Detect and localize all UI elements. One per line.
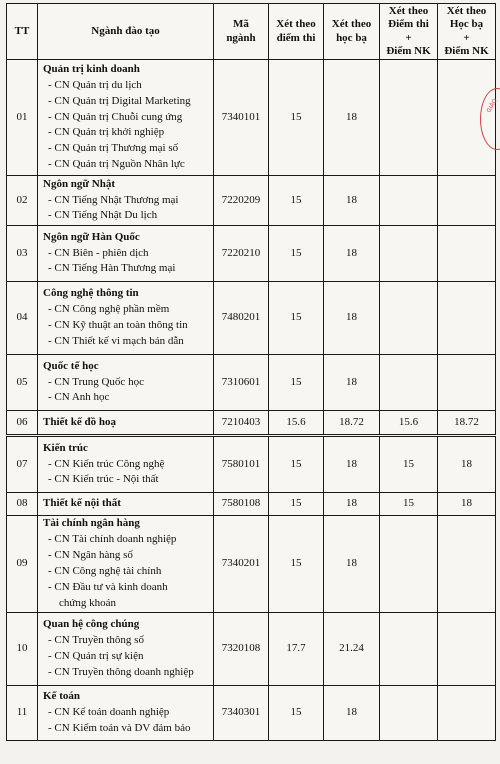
cell-transcript-nk bbox=[438, 612, 496, 685]
table-row bbox=[7, 493, 496, 516]
cell-exam-nk bbox=[380, 685, 438, 740]
cell-transcript: 18 bbox=[324, 282, 380, 355]
cell-exam: 15 bbox=[269, 437, 324, 493]
cell-exam-nk bbox=[380, 60, 438, 176]
cell-transcript: 18 bbox=[324, 685, 380, 740]
cell-transcript-nk: 18 bbox=[438, 437, 496, 493]
cell-transcript: 18 bbox=[324, 493, 380, 516]
specialization: - CN Biên - phiên dịch bbox=[48, 246, 149, 259]
header-program: Ngành đào tạo bbox=[38, 4, 214, 60]
table-row bbox=[7, 437, 496, 493]
specialization: chứng khoán bbox=[59, 596, 116, 609]
cell-exam: 15 bbox=[269, 355, 324, 411]
cell-tt: 02 bbox=[7, 176, 38, 226]
specialization: - CN Anh học bbox=[48, 391, 110, 404]
cell-tt: 06 bbox=[7, 411, 38, 435]
table-body-top bbox=[7, 60, 496, 435]
cell-program bbox=[38, 226, 214, 282]
specialization: - CN Tài chính doanh nghiệp bbox=[48, 532, 177, 545]
specialization: - CN Ngân hàng số bbox=[48, 548, 133, 561]
cell-transcript-nk bbox=[438, 226, 496, 282]
program-name: Quốc tế học bbox=[43, 359, 99, 372]
cell-code: 7220210 bbox=[214, 226, 269, 282]
cell-exam-nk bbox=[380, 226, 438, 282]
cell-program bbox=[38, 685, 214, 740]
specialization: - CN Quản trị sự kiện bbox=[48, 649, 144, 662]
cell-exam: 15 bbox=[269, 685, 324, 740]
header-exam: Xét theo điểm thi bbox=[269, 4, 324, 60]
cell-program bbox=[38, 282, 214, 355]
cell-transcript-nk bbox=[438, 685, 496, 740]
cell-exam-nk bbox=[380, 516, 438, 613]
program-name: Ngôn ngữ Nhật bbox=[43, 177, 116, 190]
cell-exam-nk bbox=[380, 176, 438, 226]
specialization: - CN Công nghệ phần mềm bbox=[48, 303, 170, 316]
program-name: Kế toán bbox=[43, 689, 80, 702]
table-row bbox=[7, 226, 496, 282]
cell-transcript: 18 bbox=[324, 516, 380, 613]
cell-exam: 15 bbox=[269, 493, 324, 516]
program-name: Thiết kế đồ hoạ bbox=[43, 415, 117, 428]
cell-tt: 08 bbox=[7, 493, 38, 516]
cell-program bbox=[38, 176, 214, 226]
table-row bbox=[7, 685, 496, 740]
cell-transcript-nk: 18 bbox=[438, 493, 496, 516]
cell-code: 7310601 bbox=[214, 355, 269, 411]
cell-transcript-nk bbox=[438, 516, 496, 613]
header-exam-nk: Xét theo Điểm thi + Điểm NK bbox=[380, 4, 438, 60]
specialization: - CN Kế toán doanh nghiệp bbox=[48, 705, 170, 718]
specialization: - CN Quản trị khởi nghiệp bbox=[48, 126, 165, 139]
cell-transcript: 18 bbox=[324, 437, 380, 493]
cell-exam: 15 bbox=[269, 176, 324, 226]
admission-table-bottom bbox=[6, 436, 496, 741]
cell-tt: 04 bbox=[7, 282, 38, 355]
cell-transcript: 21.24 bbox=[324, 612, 380, 685]
specialization: - CN Quản trị du lịch bbox=[48, 78, 142, 91]
specialization: - CN Công nghệ tài chính bbox=[48, 564, 162, 577]
program-name: Thiết kế nội thất bbox=[43, 497, 121, 510]
cell-tt: 07 bbox=[7, 437, 38, 493]
specialization: - CN Quản trị Nguồn Nhân lực bbox=[48, 158, 185, 171]
cell-transcript-nk bbox=[438, 176, 496, 226]
table-row bbox=[7, 355, 496, 411]
cell-program bbox=[38, 612, 214, 685]
specialization: - CN Tiếng Nhật Du lịch bbox=[48, 209, 158, 222]
program-name: Công nghệ thông tin bbox=[43, 287, 139, 300]
specialization: - CN Quản trị Chuỗi cung ứng bbox=[48, 110, 183, 123]
red-seal-stamp: GIÁO bbox=[480, 88, 500, 150]
cell-transcript: 18 bbox=[324, 226, 380, 282]
cell-transcript: 18 bbox=[324, 176, 380, 226]
cell-code: 7210403 bbox=[214, 411, 269, 435]
cell-program bbox=[38, 411, 214, 435]
cell-transcript: 18 bbox=[324, 355, 380, 411]
cell-program bbox=[38, 437, 214, 493]
cell-exam-nk: 15 bbox=[380, 493, 438, 516]
cell-code: 7320108 bbox=[214, 612, 269, 685]
specialization: - CN Trung Quốc học bbox=[48, 375, 144, 388]
specialization: - CN Truyền thông doanh nghiệp bbox=[48, 665, 194, 678]
cell-program bbox=[38, 493, 214, 516]
cell-program bbox=[38, 355, 214, 411]
specialization: - CN Đầu tư và kinh doanh bbox=[48, 580, 168, 593]
cell-exam-nk bbox=[380, 355, 438, 411]
cell-exam-nk bbox=[380, 282, 438, 355]
cell-exam-nk bbox=[380, 612, 438, 685]
specialization: - CN Tiếng Nhật Thương mại bbox=[48, 193, 179, 206]
cell-tt: 11 bbox=[7, 685, 38, 740]
cell-transcript-nk bbox=[438, 355, 496, 411]
table-row bbox=[7, 282, 496, 355]
table-row bbox=[7, 411, 496, 435]
table-row bbox=[7, 60, 496, 176]
program-name: Ngôn ngữ Hàn Quốc bbox=[43, 230, 140, 243]
header-tt: TT bbox=[7, 4, 38, 60]
specialization: - CN Truyền thông số bbox=[48, 633, 144, 646]
cell-exam: 15 bbox=[269, 282, 324, 355]
cell-exam-nk: 15.6 bbox=[380, 411, 438, 435]
cell-code: 7220209 bbox=[214, 176, 269, 226]
specialization: - CN Thiết kế vi mạch bán dẫn bbox=[48, 334, 184, 347]
cell-code: 7340101 bbox=[214, 60, 269, 176]
cell-exam: 15 bbox=[269, 516, 324, 613]
cell-exam-nk: 15 bbox=[380, 437, 438, 493]
cell-transcript-nk: 18.72 bbox=[438, 411, 496, 435]
specialization: - CN Tiếng Hàn Thương mại bbox=[48, 262, 176, 275]
cell-code: 7340201 bbox=[214, 516, 269, 613]
header-code: Mã ngành bbox=[214, 4, 269, 60]
cell-tt: 05 bbox=[7, 355, 38, 411]
header-row bbox=[7, 4, 496, 60]
specialization: - CN Kỹ thuật an toàn thông tin bbox=[48, 319, 188, 331]
header-transcript: Xét theo học bạ bbox=[324, 4, 380, 60]
cell-exam: 17.7 bbox=[269, 612, 324, 685]
cell-tt: 03 bbox=[7, 226, 38, 282]
program-name: Quan hệ công chúng bbox=[43, 617, 140, 630]
table-row bbox=[7, 516, 496, 613]
cell-tt: 09 bbox=[7, 516, 38, 613]
cell-code: 7580108 bbox=[214, 493, 269, 516]
program-name: Tài chính ngân hàng bbox=[43, 517, 140, 529]
cell-exam: 15 bbox=[269, 60, 324, 176]
admission-table-top bbox=[6, 3, 496, 435]
cell-code: 7480201 bbox=[214, 282, 269, 355]
program-name: Quản trị kinh doanh bbox=[43, 62, 140, 75]
table-row bbox=[7, 612, 496, 685]
cell-transcript: 18.72 bbox=[324, 411, 380, 435]
specialization: - CN Kiến trúc Công nghệ bbox=[48, 457, 165, 470]
specialization: - CN Quản trị Thương mại số bbox=[48, 142, 179, 155]
program-name: Kiến trúc bbox=[43, 441, 88, 454]
cell-exam: 15 bbox=[269, 226, 324, 282]
cell-transcript: 18 bbox=[324, 60, 380, 176]
cell-tt: 10 bbox=[7, 612, 38, 685]
cell-code: 7340301 bbox=[214, 685, 269, 740]
cell-program bbox=[38, 60, 214, 176]
specialization: - CN Kiến trúc - Nội thất bbox=[48, 473, 159, 486]
cell-exam: 15.6 bbox=[269, 411, 324, 435]
cell-tt: 01 bbox=[7, 60, 38, 176]
specialization: - CN Kiểm toán và DV đảm bảo bbox=[48, 721, 191, 734]
cell-code: 7580101 bbox=[214, 437, 269, 493]
header-transcript-nk: Xét theo Học bạ + Điểm NK bbox=[438, 4, 496, 60]
table-body-bottom bbox=[7, 437, 496, 741]
cell-program bbox=[38, 516, 214, 613]
specialization: - CN Quản trị Digital Marketing bbox=[48, 94, 191, 107]
table-row bbox=[7, 176, 496, 226]
cell-transcript-nk bbox=[438, 282, 496, 355]
